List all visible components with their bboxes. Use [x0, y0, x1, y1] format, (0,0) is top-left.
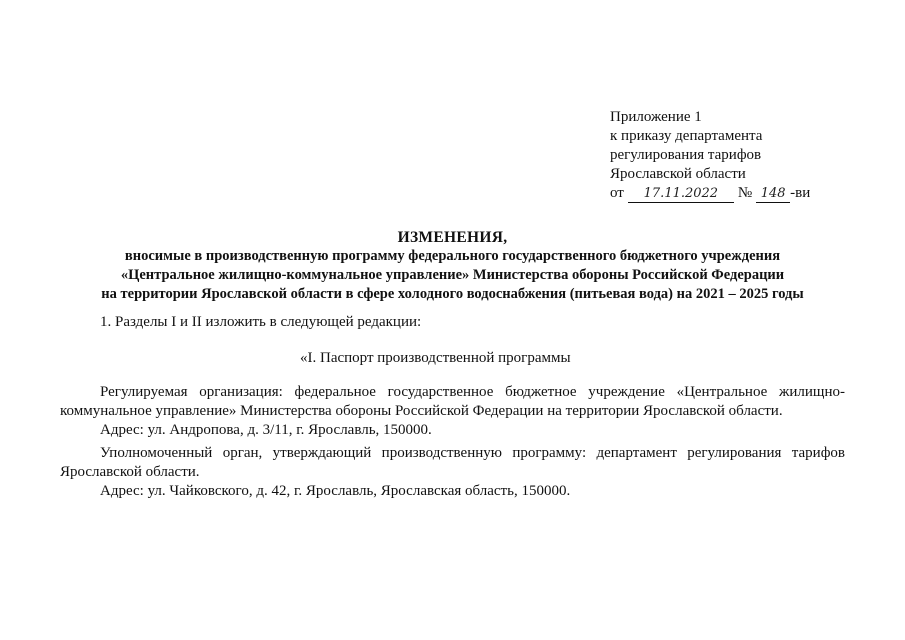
- document-heading: [60, 228, 845, 304]
- handwritten-date: 17.11.2022: [628, 187, 734, 203]
- org-address: Адрес: ул. Андропова, д. 3/11, г. Ярославль, 150000.: [100, 422, 432, 438]
- appendix-block: [610, 108, 850, 203]
- org-line-1: Регулируемая организация: федеральное государственное бюджетное учреждение «Центральное жилищно-: [100, 384, 845, 400]
- authority-line-2: Ярославской области.: [60, 464, 200, 480]
- page-title: ИЗМЕНЕНИЯ,: [397, 229, 508, 246]
- item-1-paragraph: [60, 313, 845, 332]
- item-1-text: 1. Разделы I и II изложить в следующей редакции:: [100, 314, 422, 330]
- heading-line-3: на территории Ярославской области в сфере холодного водоснабжения (питьевая вода) на 2021 – 2025 годы: [101, 286, 804, 302]
- appendix-line-2: к приказу департамента: [610, 128, 763, 144]
- number-suffix: -ви: [790, 185, 811, 201]
- handwritten-number: 148: [756, 187, 790, 203]
- passport-section-title: «I. Паспорт производственной программы: [300, 350, 571, 366]
- appendix-date-number-line: [610, 184, 850, 203]
- org-line-2: коммунальное управление» Министерства обороны Российской Федерации на территории Ярославской области.: [60, 403, 783, 419]
- appendix-line-3: регулирования тарифов: [610, 147, 762, 163]
- heading-line-1: вносимые в производственную программу федерального государственного бюджетного учреждения: [124, 248, 781, 264]
- number-sign: №: [737, 185, 753, 201]
- heading-line-2: «Центральное жилищно-коммунальное управление» Министерства обороны Российской Федерации: [120, 267, 785, 283]
- authority-address: Адрес: ул. Чайковского, д. 42, г. Ярославль, Ярославская область, 150000.: [100, 483, 571, 499]
- appendix-line-1: Приложение 1: [610, 109, 702, 125]
- appendix-line-4: Ярославской области: [610, 166, 746, 182]
- authority-line-1: Уполномоченный орган, утверждающий производственную программу: департамент регулирования тарифов: [100, 445, 845, 461]
- passport-details: [60, 383, 845, 501]
- from-label: от: [610, 185, 624, 201]
